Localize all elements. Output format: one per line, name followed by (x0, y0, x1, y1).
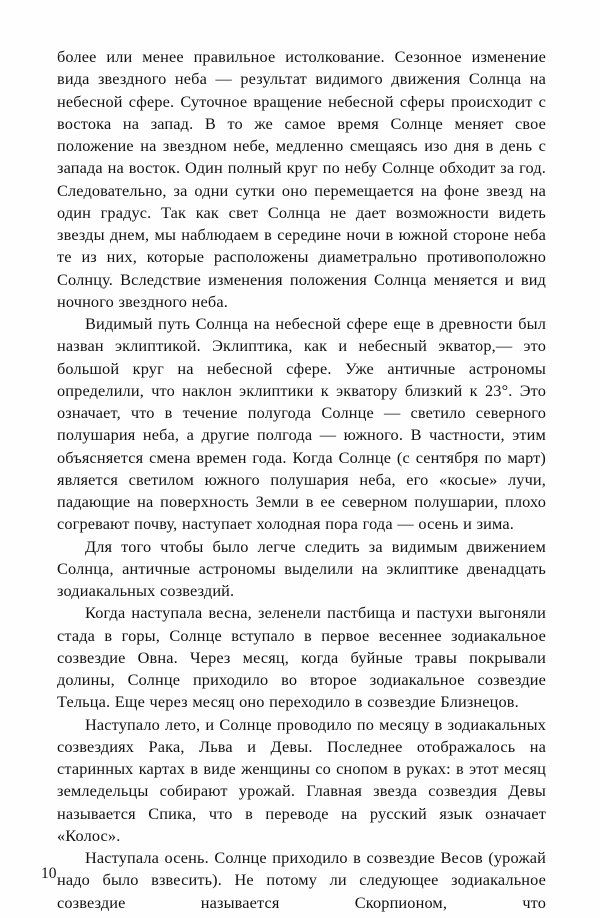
paragraph-ecliptic: Видимый путь Солнца на небесной сфере еще в древности был назван эклиптикой. Эклиптика, как и небесный экватор,— это большой круг на небесной сфере. Уже античные астрономы определили, что наклон эклиптики к экватору близкий к 23°. Это означает, что в течение полугода Солнце — светило северного полушария неба, а другие полгода — южного. В частности, этим объясняется смена времен года. Когда Солнце (с сентября по март) является светилом южного полушария неба, его «косые» лучи, падающие на поверхность Земли в ее северном полушарии, плохо согревают почву, наступает холодная пора года — осень и зима. (57, 314, 546, 534)
paragraph-autumn: Наступала осень. Солнце приходило в созвездие Весов (урожай надо было взвесить). Не потому ли следующее зодиакальное созвездие называется Скорпионом, что (57, 848, 546, 912)
paragraph-twelve-constellations: Для того чтобы было легче следить за видимым движением Солнца, античные астрономы выделили на эклиптике двенадцать зодиакальных созвездий. (57, 536, 546, 600)
paragraph-seasonal-change: более или менее правильное истолкование. Сезонное изменение вида звездного неба — результат видимого движения Солнца на небесной сфере. Суточное вращение небесной сферы происходит с востока на запад. В то же самое время Солнце меняет свое положение на звездном небе, медленно смещаясь изо дня в день с запада на восток. Один полный круг по небу Солнце обходит за год. Следовательно, за одни сутки оно перемещается на фоне звезд на один градус. Так как свет Солнца не дает возможности видеть звезды днем, мы наблюдаем в середине ночи в южной стороне неба те из них, которые расположены диаметрально противоположно Солнцу. Вследствие изменения положения Солнца меняется и вид ночного звездного неба. (57, 47, 546, 311)
paragraph-summer: Наступало лето, и Солнце проводило по месяцу в зодиакальных созвездиях Рака, Льва и Девы. Последнее отображалось на старинных картах в виде женщины со снопом в руках: в этот месяц земледельцы собирают урожай. Главная звезда созвездия Девы называется Спика, что в переводе на русский язык означает «Колос». (57, 714, 546, 845)
paragraph-spring: Когда наступала весна, зеленели пастбища и пастухи выгоняли стада в горы, Солнце вступало в первое весеннее зодиакальное созвездие Овна. Через месяц, когда буйные травы покрывали долины, Солнце приходило во второе зодиакальное созвездие Тельца. Еще через месяц оно переходило в созвездие Близнецов. (57, 603, 546, 712)
page-number: 10 (41, 865, 57, 882)
body-text-column (57, 46, 546, 914)
